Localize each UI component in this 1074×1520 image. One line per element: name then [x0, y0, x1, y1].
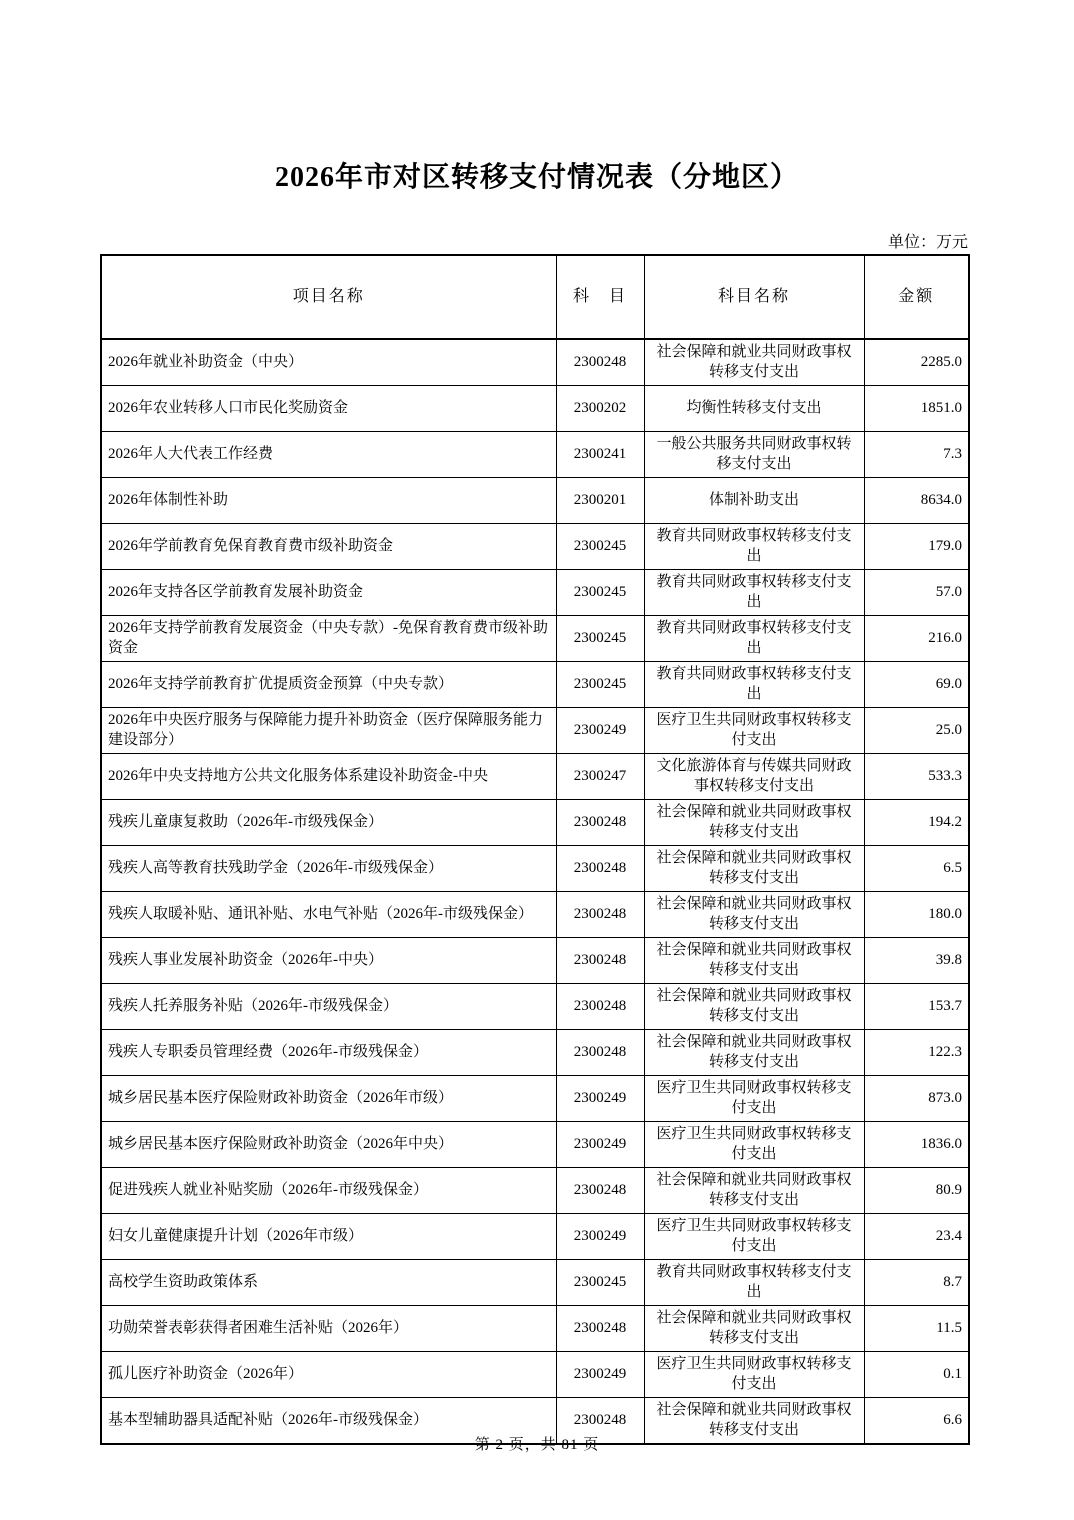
project-name-cell: 2026年体制性补助 [101, 478, 556, 524]
amount-cell: 8.7 [864, 1260, 969, 1306]
header-subject-code: 科 目 [556, 255, 644, 339]
amount-cell: 0.1 [864, 1352, 969, 1398]
table-row [101, 984, 969, 1030]
project-name-cell: 2026年中央医疗服务与保障能力提升补助资金（医疗保障服务能力建设部分） [101, 708, 556, 754]
amount-cell: 194.2 [864, 800, 969, 846]
table-header [101, 255, 969, 339]
header-row [101, 255, 969, 339]
project-name-cell: 促进残疾人就业补贴奖励（2026年-市级残保金） [101, 1168, 556, 1214]
subject-code-cell: 2300248 [556, 846, 644, 892]
table-row [101, 524, 969, 570]
subject-name-cell: 教育共同财政事权转移支付支出 [644, 1260, 864, 1306]
project-name-cell: 残疾人高等教育扶残助学金（2026年-市级残保金） [101, 846, 556, 892]
subject-name-cell: 社会保障和就业共同财政事权转移支付支出 [644, 984, 864, 1030]
table-row [101, 432, 969, 478]
project-name-cell: 高校学生资助政策体系 [101, 1260, 556, 1306]
table-row [101, 800, 969, 846]
amount-cell: 7.3 [864, 432, 969, 478]
project-name-cell: 孤儿医疗补助资金（2026年） [101, 1352, 556, 1398]
amount-cell: 80.9 [864, 1168, 969, 1214]
project-name-cell: 2026年中央支持地方公共文化服务体系建设补助资金-中央 [101, 754, 556, 800]
subject-name-cell: 医疗卫生共同财政事权转移支付支出 [644, 708, 864, 754]
subject-code-cell: 2300248 [556, 938, 644, 984]
amount-cell: 122.3 [864, 1030, 969, 1076]
subject-name-cell: 文化旅游体育与传媒共同财政事权转移支付支出 [644, 754, 864, 800]
amount-cell: 2285.0 [864, 339, 969, 386]
subject-code-cell: 2300248 [556, 1030, 644, 1076]
project-name-cell: 残疾人专职委员管理经费（2026年-市级残保金） [101, 1030, 556, 1076]
table-body [101, 339, 969, 1444]
header-project-name: 项目名称 [101, 255, 556, 339]
header-subject-name: 科目名称 [644, 255, 864, 339]
project-name-cell: 2026年支持学前教育发展资金（中央专款）-免保育教育费市级补助资金 [101, 616, 556, 662]
table-row [101, 708, 969, 754]
amount-cell: 153.7 [864, 984, 969, 1030]
amount-cell: 180.0 [864, 892, 969, 938]
subject-name-cell: 教育共同财政事权转移支付支出 [644, 524, 864, 570]
subject-code-cell: 2300249 [556, 1214, 644, 1260]
amount-cell: 533.3 [864, 754, 969, 800]
project-name-cell: 残疾儿童康复救助（2026年-市级残保金） [101, 800, 556, 846]
subject-name-cell: 社会保障和就业共同财政事权转移支付支出 [644, 1168, 864, 1214]
subject-code-cell: 2300247 [556, 754, 644, 800]
amount-cell: 873.0 [864, 1076, 969, 1122]
amount-cell: 8634.0 [864, 478, 969, 524]
table-row [101, 1352, 969, 1398]
project-name-cell: 功勋荣誉表彰获得者困难生活补贴（2026年） [101, 1306, 556, 1352]
subject-name-cell: 社会保障和就业共同财政事权转移支付支出 [644, 892, 864, 938]
table-row [101, 1260, 969, 1306]
subject-code-cell: 2300248 [556, 339, 644, 386]
amount-cell: 25.0 [864, 708, 969, 754]
subject-name-cell: 社会保障和就业共同财政事权转移支付支出 [644, 938, 864, 984]
page-number: 第 2 页，共 81 页 [474, 1437, 600, 1453]
amount-cell: 1836.0 [864, 1122, 969, 1168]
subject-code-cell: 2300248 [556, 1168, 644, 1214]
table-row [101, 478, 969, 524]
subject-name-cell: 社会保障和就业共同财政事权转移支付支出 [644, 1030, 864, 1076]
subject-code-cell: 2300248 [556, 1398, 644, 1445]
subject-code-cell: 2300249 [556, 708, 644, 754]
subject-name-cell: 社会保障和就业共同财政事权转移支付支出 [644, 846, 864, 892]
header-amount: 金额 [864, 255, 969, 339]
table-row [101, 386, 969, 432]
subject-code-cell: 2300248 [556, 1306, 644, 1352]
table-row [101, 754, 969, 800]
table-row [101, 846, 969, 892]
amount-cell: 57.0 [864, 570, 969, 616]
project-name-cell: 残疾人事业发展补助资金（2026年-中央） [101, 938, 556, 984]
amount-cell: 6.6 [864, 1398, 969, 1445]
amount-cell: 11.5 [864, 1306, 969, 1352]
table-row [101, 1168, 969, 1214]
subject-name-cell: 体制补助支出 [644, 478, 864, 524]
subject-name-cell: 教育共同财政事权转移支付支出 [644, 616, 864, 662]
subject-name-cell: 社会保障和就业共同财政事权转移支付支出 [644, 800, 864, 846]
unit-label: 单位：万元 [887, 234, 968, 251]
table-row [101, 1030, 969, 1076]
amount-cell: 1851.0 [864, 386, 969, 432]
subject-code-cell: 2300245 [556, 1260, 644, 1306]
subject-name-cell: 均衡性转移支付支出 [644, 386, 864, 432]
project-name-cell: 2026年支持学前教育扩优提质资金预算（中央专款） [101, 662, 556, 708]
project-name-cell: 2026年农业转移人口市民化奖励资金 [101, 386, 556, 432]
subject-code-cell: 2300249 [556, 1076, 644, 1122]
subject-code-cell: 2300245 [556, 524, 644, 570]
subject-name-cell: 医疗卫生共同财政事权转移支付支出 [644, 1076, 864, 1122]
table-row [101, 339, 969, 386]
project-name-cell: 2026年学前教育免保育教育费市级补助资金 [101, 524, 556, 570]
subject-name-cell: 社会保障和就业共同财政事权转移支付支出 [644, 339, 864, 386]
project-name-cell: 2026年支持各区学前教育发展补助资金 [101, 570, 556, 616]
amount-cell: 6.5 [864, 846, 969, 892]
subject-code-cell: 2300249 [556, 1122, 644, 1168]
amount-cell: 69.0 [864, 662, 969, 708]
subject-code-cell: 2300201 [556, 478, 644, 524]
project-name-cell: 2026年就业补助资金（中央） [101, 339, 556, 386]
amount-cell: 23.4 [864, 1214, 969, 1260]
subject-name-cell: 社会保障和就业共同财政事权转移支付支出 [644, 1306, 864, 1352]
subject-name-cell: 医疗卫生共同财政事权转移支付支出 [644, 1214, 864, 1260]
subject-code-cell: 2300248 [556, 984, 644, 1030]
subject-name-cell: 一般公共服务共同财政事权转移支付支出 [644, 432, 864, 478]
table-row [101, 1306, 969, 1352]
subject-name-cell: 医疗卫生共同财政事权转移支付支出 [644, 1122, 864, 1168]
table-row [101, 1122, 969, 1168]
subject-code-cell: 2300245 [556, 662, 644, 708]
project-name-cell: 残疾人托养服务补贴（2026年-市级残保金） [101, 984, 556, 1030]
project-name-cell: 2026年人大代表工作经费 [101, 432, 556, 478]
subject-code-cell: 2300245 [556, 616, 644, 662]
table-row [101, 570, 969, 616]
amount-cell: 39.8 [864, 938, 969, 984]
subject-name-cell: 教育共同财政事权转移支付支出 [644, 570, 864, 616]
table-row [101, 892, 969, 938]
amount-cell: 216.0 [864, 616, 969, 662]
table-row [101, 616, 969, 662]
project-name-cell: 城乡居民基本医疗保险财政补助资金（2026年中央） [101, 1122, 556, 1168]
subject-code-cell: 2300245 [556, 570, 644, 616]
subject-code-cell: 2300248 [556, 892, 644, 938]
amount-cell: 179.0 [864, 524, 969, 570]
project-name-cell: 基本型辅助器具适配补贴（2026年-市级残保金） [101, 1398, 556, 1445]
subject-code-cell: 2300241 [556, 432, 644, 478]
subject-code-cell: 2300202 [556, 386, 644, 432]
table-row [101, 938, 969, 984]
page-title: 2026年市对区转移支付情况表（分地区） [274, 162, 799, 193]
subject-name-cell: 医疗卫生共同财政事权转移支付支出 [644, 1352, 864, 1398]
subject-name-cell: 教育共同财政事权转移支付支出 [644, 662, 864, 708]
transfer-payment-table [100, 254, 970, 1445]
project-name-cell: 城乡居民基本医疗保险财政补助资金（2026年市级） [101, 1076, 556, 1122]
table-row [101, 1076, 969, 1122]
project-name-cell: 妇女儿童健康提升计划（2026年市级） [101, 1214, 556, 1260]
subject-code-cell: 2300248 [556, 800, 644, 846]
table-row [101, 1214, 969, 1260]
table-row [101, 662, 969, 708]
subject-name-cell: 社会保障和就业共同财政事权转移支付支出 [644, 1398, 864, 1445]
subject-code-cell: 2300249 [556, 1352, 644, 1398]
project-name-cell: 残疾人取暖补贴、通讯补贴、水电气补贴（2026年-市级残保金） [101, 892, 556, 938]
